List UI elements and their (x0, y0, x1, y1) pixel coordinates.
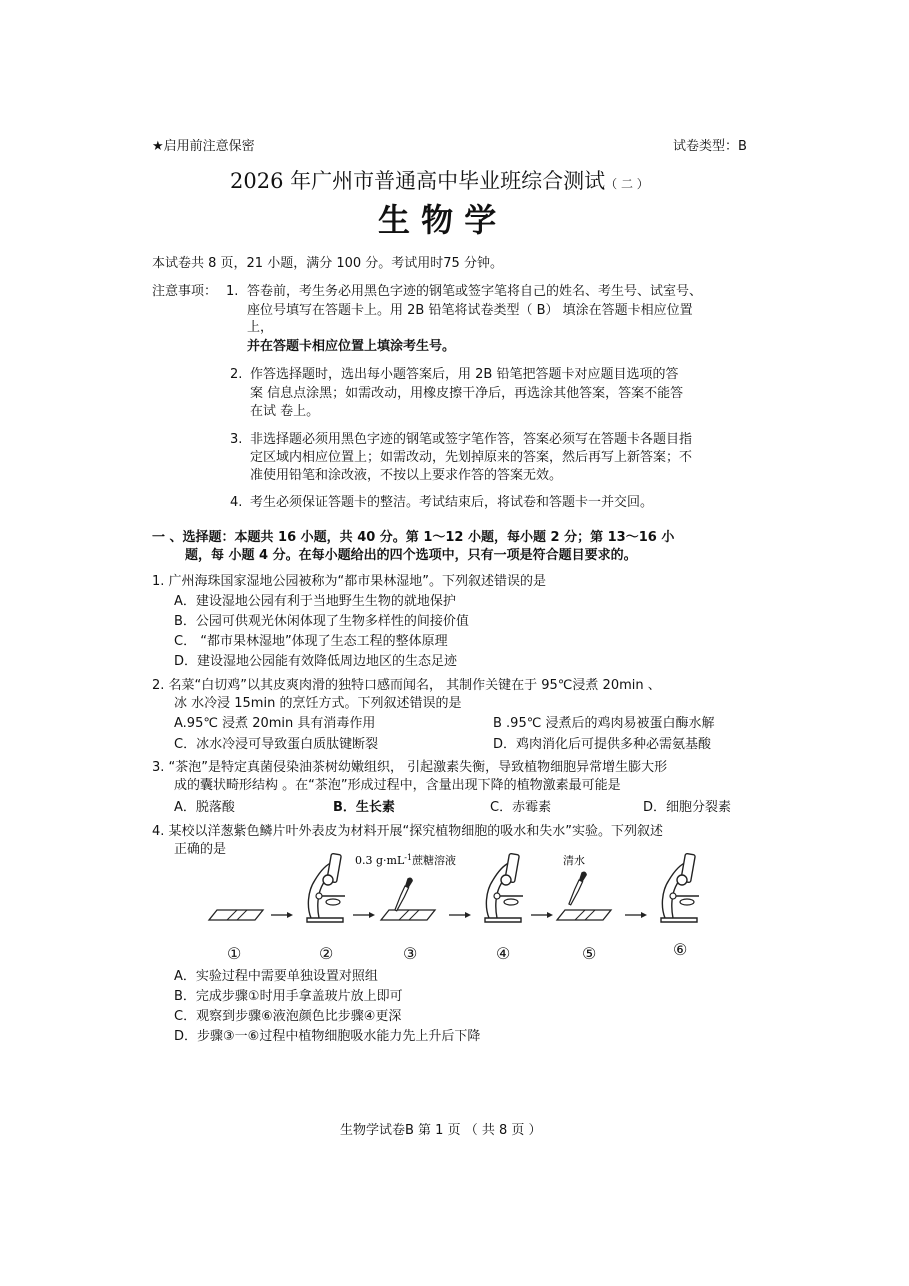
q3-option-a: A．脱落酸 (174, 800, 235, 815)
dropper-icon (567, 871, 588, 906)
q4-option-c: C．观察到步骤⑥液泡颜色比步骤④更深 (174, 1009, 402, 1024)
subject-title: 生 物 学 (378, 201, 497, 239)
q2-option-c: C．冰水冷浸可导致蛋白质肽键断裂 (174, 737, 379, 752)
sucrose-label: 0.3 $g\cdot mL^{-1}$蔗糖溶液 (355, 853, 457, 867)
q4-option-b: B．完成步骤①时用手拿盖玻片放上即可 (174, 989, 403, 1004)
q4-option-a: A．实验过程中需要单独设置对照组 (174, 969, 378, 984)
notice-4-line-1: 考生必须保证答题卡的整洁。考试结束后，将试卷和答题卡一并交回。 (250, 495, 654, 510)
page-footer: 生物学试卷B 第 1 页 （ 共 8 页 ） (340, 1123, 542, 1138)
step-label-6: ⑥ (673, 940, 688, 959)
notice-4-num: 4. (230, 495, 243, 510)
q3-option-c: C．赤霉素 (490, 800, 552, 815)
q1-stem: 1. 广州海珠国家湿地公园被称为“都市果林湿地”。下列叙述错误的是 (152, 574, 547, 589)
q4-stem-line-1: 4. 某校以洋葱紫色鳞片叶外表皮为材料开展“探究植物细胞的吸水和失水”实验。下列叙述 (152, 824, 664, 839)
q2-option-a: A.95℃ 浸煮 20min 具有消毒作用 (174, 716, 376, 731)
arrow-icon (531, 912, 553, 918)
q4-option-d: D．步骤③一⑥过程中植物细胞吸水能力先上升后下降 (174, 1029, 481, 1044)
q3-stem-line-2: 成的囊状畸形结构 。在“茶泡”形成过程中，含量出现下降的植物激素最可能是 (174, 778, 621, 793)
step-label-1: ① (227, 944, 242, 963)
water-label: 清水 (563, 854, 585, 867)
q3-option-d: D．细胞分裂素 (643, 800, 732, 815)
section-heading-line-1: 一 、选择题：本题共 16 小题，共 40 分。第 1～12 小题，每小题 2 分；第 13～16 小 (152, 530, 675, 545)
q4-stem-line-2: 正确的是 (174, 842, 227, 857)
notice-3-num: 3. (230, 432, 243, 447)
q1-option-a: A．建设湿地公园有利于当地野生生物的就地保护 (174, 594, 456, 609)
confidential-mark: ★启用前注意保密 (152, 139, 255, 154)
arrow-icon (449, 912, 471, 918)
arrow-icon (353, 912, 375, 918)
slide-icon (209, 910, 263, 920)
notice-1-line-1: 答卷前，考生务必用黑色字迹的钢笔或签字笔将自己的姓名、考生号、试室号、 (247, 284, 703, 299)
q3-option-b: B．生长素 (333, 800, 395, 815)
microscope-icon (307, 853, 345, 922)
notice-2-line-1: 作答选择题时，选出每小题答案后，用 2B 铅笔把答题卡对应题目选项的答 (250, 367, 679, 382)
paper-type: 试卷类型：B (673, 139, 747, 154)
section-heading-line-2: 题，每 小题 4 分。在每小题给出的四个选项中，只有一项是符合题目要求的。 (185, 548, 637, 563)
step-label-2: ② (319, 944, 334, 963)
microscope-icon (485, 853, 523, 922)
step-label-5: ⑤ (582, 944, 597, 963)
arrow-icon (625, 912, 647, 918)
q1-option-c: C． “都市果林湿地”体现了生态工程的整体原理 (174, 634, 448, 649)
page-title: 2026 年广州市普通高中毕业班综合测试（ 二 ） (230, 169, 649, 193)
notice-label: 注意事项： (152, 284, 218, 299)
slide-icon (557, 910, 611, 920)
q2-stem-line-2: 冰 水冷浸 15min 的烹饪方式。下列叙述错误的是 (174, 696, 462, 711)
q3-stem-line-1: 3. “茶泡”是特定真菌侵染油茶树幼嫩组织， 引起激素失衡，导致植物细胞异常增生膨大形 (152, 760, 668, 775)
q1-option-d: D．建设湿地公园能有效降低周边地区的生态足迹 (174, 654, 458, 669)
notice-2-num: 2. (230, 367, 243, 382)
notice-1-line-2: 座位号填写在答题卡上。用 2B 铅笔将试卷类型（ B） 填涂在答题卡相应位置 (247, 303, 693, 318)
q2-option-d: D．鸡肉消化后可提供多种必需氨基酸 (493, 737, 712, 752)
notice-1-num: 1. (226, 284, 239, 299)
notice-1-line-3: 上， (247, 320, 274, 335)
q2-option-b: B .95℃ 浸煮后的鸡肉易被蛋白酶水解 (493, 716, 715, 731)
q1-option-b: B．公园可供观光休闲体现了生物多样性的间接价值 (174, 614, 469, 629)
notice-1-line-4: 并在答题卡相应位置上填涂考生号。 (247, 339, 456, 354)
arrow-icon (271, 912, 293, 918)
notice-3-line-2: 定区域内相应位置上；如需改动，先划掉原来的答案，然后再写上新答案；不 (250, 450, 693, 465)
dropper-icon (393, 877, 414, 912)
notice-2-line-3: 在试 卷上。 (250, 404, 320, 419)
notice-3-line-3: 准使用铅笔和涂改液，不按以上要求作答的答案无效。 (250, 468, 563, 483)
step-label-4: ④ (496, 944, 511, 963)
exam-intro: 本试卷共 8 页，21 小题，满分 100 分。考试用时75 分钟。 (152, 256, 503, 271)
experiment-flow-figure (205, 850, 710, 960)
notice-3-line-1: 非选择题必须用黑色字迹的钢笔或签字笔作答，答案必须写在答题卡各题目指 (250, 432, 693, 447)
q2-stem-line-1: 2. 名菜“白切鸡”以其皮爽肉滑的独特口感而闻名， 其制作关键在于 95℃浸煮 20min 、 (152, 678, 661, 693)
step-label-3: ③ (403, 944, 418, 963)
microscope-icon (661, 853, 699, 922)
slide-icon (381, 910, 435, 920)
notice-2-line-2: 案 信息点涂黑；如需改动，用橡皮擦干净后，再选涂其他答案，答案不能答 (250, 386, 684, 401)
